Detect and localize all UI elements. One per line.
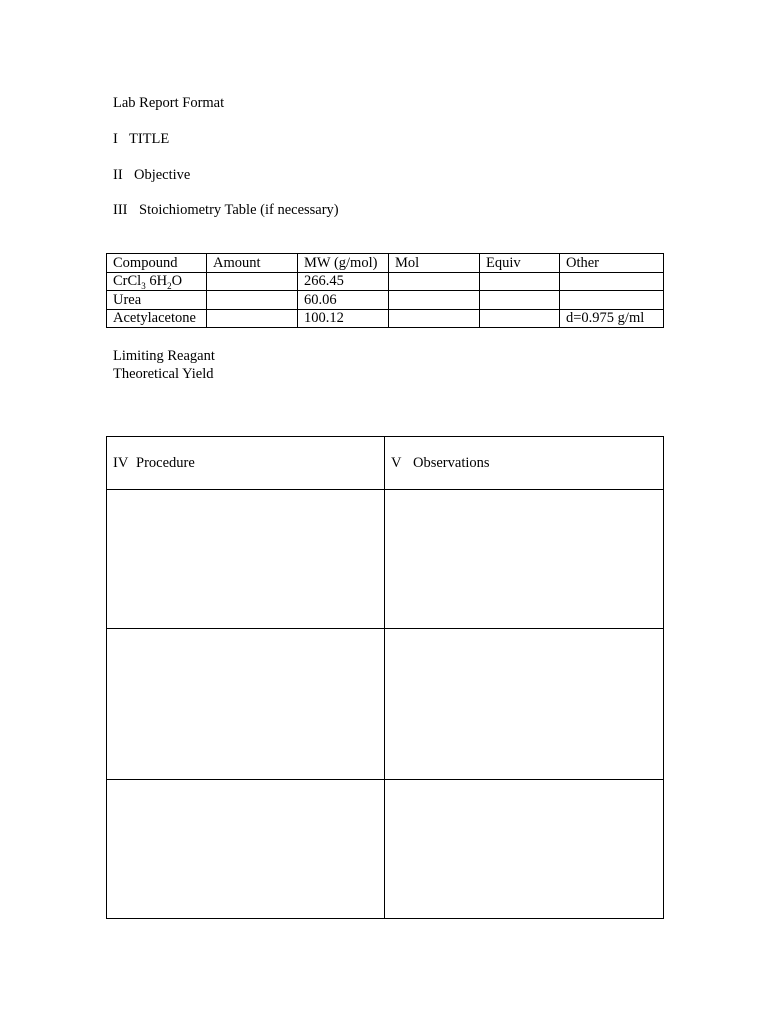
observations-cell <box>385 780 664 919</box>
header-equiv: Equiv <box>480 254 560 273</box>
cell-equiv <box>480 291 560 310</box>
cell-mw: 100.12 <box>298 309 389 328</box>
procedure-header <box>107 437 385 490</box>
cell-mol <box>389 291 480 310</box>
section-label: Objective <box>134 167 191 183</box>
cell-amount <box>207 272 298 291</box>
section-label: Procedure <box>136 454 195 471</box>
header-mw: MW (g/mol) <box>298 254 389 273</box>
cell-compound: Urea <box>107 291 207 310</box>
cell-other <box>560 272 664 291</box>
section-label: TITLE <box>129 131 170 147</box>
section-numeral: II <box>113 167 123 183</box>
cell-other <box>560 291 664 310</box>
section-numeral: I <box>113 131 118 147</box>
section-title-heading <box>113 130 169 148</box>
table-row <box>107 629 664 780</box>
stoichiometry-table <box>106 253 664 328</box>
observations-cell <box>385 490 664 629</box>
cell-mw: 60.06 <box>298 291 389 310</box>
cell-mol <box>389 272 480 291</box>
section-numeral: V <box>391 454 402 471</box>
cell-other: d=0.975 g/ml <box>560 309 664 328</box>
cell-mol <box>389 309 480 328</box>
cell-amount <box>207 291 298 310</box>
header-compound: Compound <box>107 254 207 273</box>
procedure-cell <box>107 490 385 629</box>
table-row <box>107 780 664 919</box>
cell-equiv <box>480 272 560 291</box>
header-mol: Mol <box>389 254 480 273</box>
cell-compound: CrCl$_3$ $6H_2O$ <box>107 272 207 291</box>
header-other: Other <box>560 254 664 273</box>
cell-amount <box>207 309 298 328</box>
theoretical-yield-label: Theoretical Yield <box>113 366 214 382</box>
table-row <box>107 309 664 328</box>
section-label: Observations <box>413 454 490 471</box>
limiting-reagent-label: Limiting Reagant <box>113 348 215 364</box>
table-row <box>107 291 664 310</box>
cell-mw: 266.45 <box>298 272 389 291</box>
cell-equiv <box>480 309 560 328</box>
table-row <box>107 490 664 629</box>
section-objective-heading <box>113 166 190 184</box>
header-amount: Amount <box>207 254 298 273</box>
document-title: Lab Report Format <box>113 95 225 111</box>
section-numeral: IV <box>113 454 129 471</box>
observations-cell <box>385 629 664 780</box>
procedure-cell <box>107 780 385 919</box>
section-stoichiometry-heading <box>113 201 339 219</box>
procedure-cell <box>107 629 385 780</box>
observations-header <box>385 437 664 490</box>
cell-compound: Acetylacetone <box>107 309 207 328</box>
table-row <box>107 272 664 291</box>
table-header-row <box>107 254 664 273</box>
section-label: Stoichiometry Table (if necessary) <box>139 202 339 218</box>
procedure-observations-table <box>106 436 664 919</box>
table-header-row <box>107 437 664 490</box>
section-numeral: III <box>113 202 128 218</box>
